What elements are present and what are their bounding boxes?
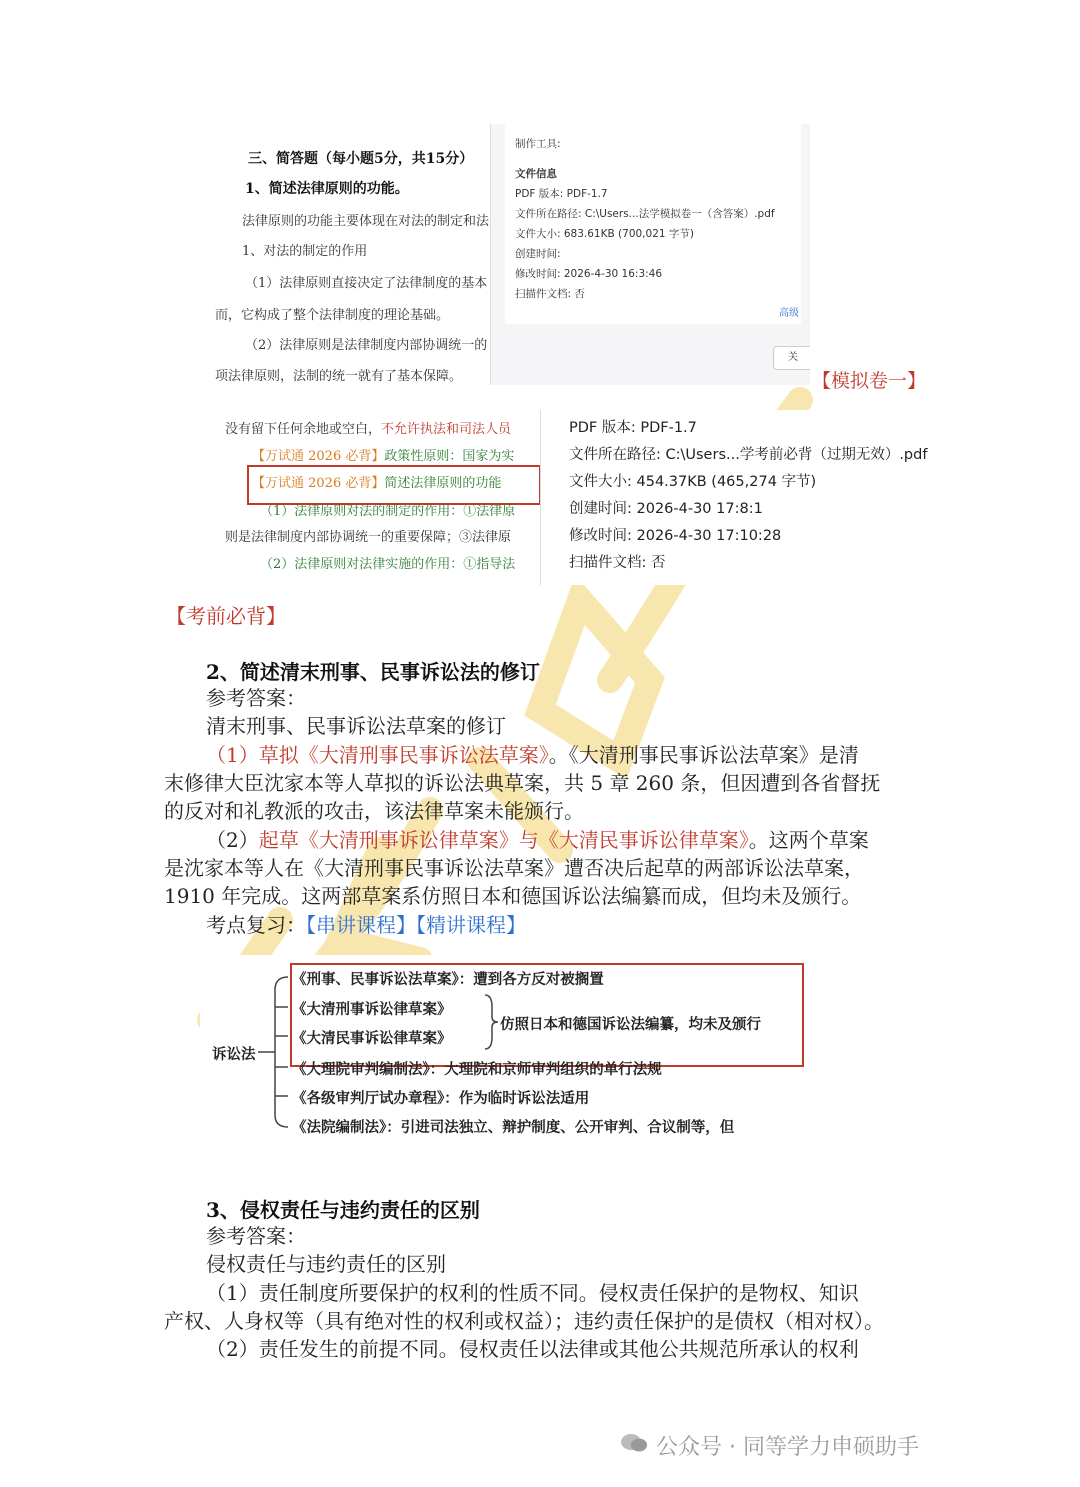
mindmap-node: 《刑事、民事诉讼法草案》：遭到各方反对被搁置 (292, 971, 604, 988)
created-time: 创建时间: 2026-4-30 17:8:1 (569, 501, 763, 517)
q3-ref-label: 参考答案： (206, 1224, 306, 1248)
screenshot-must-memorize (220, 410, 930, 585)
tag-mock-exam: 【模拟卷一】 (812, 370, 927, 392)
q3-paragraph-1-line2: 产权、人身权等（具有绝对性的权利或权益）；违约责任保护的是债权（相对权）。 (164, 1309, 884, 1333)
question-title: 1、简述法律原则的功能。 (245, 181, 409, 197)
mindmap-node: 《法院编制法》：引进司法独立、辩护制度、公开审判、合议制等，但 (292, 1119, 735, 1136)
wechat-icon (620, 1432, 648, 1454)
q3-subtitle: 侵权责任与违约责任的区别 (206, 1252, 446, 1276)
pdf-version: PDF 版本: PDF-1.7 (515, 188, 608, 200)
q3-title: 3、侵权责任与违约责任的区别 (206, 1198, 480, 1222)
mindmap-node: 《各级审判厅试办章程》：作为临时诉讼法适用 (292, 1090, 590, 1107)
pdf-properties-panel (540, 410, 930, 585)
tag-must-memorize: 【考前必背】 (166, 604, 286, 628)
file-path: 文件所在路径: C:\Users...学考前必背（过期无效）.pdf (569, 447, 928, 463)
scanned-doc: 扫描件文档: 否 (515, 288, 585, 300)
q2-paragraph-2-line3: 1910 年完成。这两部草案系仿照日本和德国诉讼法编纂而成，但均未及颁行。 (164, 884, 862, 908)
text-line: 项法律原则，法制的统一就有了基本保障。 (215, 369, 463, 384)
advanced-link[interactable]: 高级 (779, 308, 799, 319)
q3-paragraph-2: （2）责任发生的前提不同。侵权责任以法律或其他公共规范所承认的权利 (206, 1337, 859, 1361)
modified-time: 修改时间: 2026-4-30 17:10:28 (569, 528, 782, 544)
text-line: 【万试通 2026 必背】政策性原则：国家为实 (252, 449, 515, 464)
text-line: 法律原则的功能主要体现在对法的制定和法 (242, 214, 490, 229)
modified-time: 修改时间: 2026-4-30 16:3:46 (515, 268, 663, 280)
q2-paragraph-1-line2: 末修律大臣沈家本等人草拟的诉讼法典草案，共 5 章 260 条，但因遭到各省督抚 (164, 771, 881, 795)
highlight-box (247, 465, 541, 505)
close-button[interactable]: 关 (773, 346, 810, 370)
q2-review: 考点复习：【串讲课程】【精讲课程】 (206, 913, 526, 937)
q2-ref-label: 参考答案： (206, 686, 306, 710)
q3-paragraph-1: （1）责任制度所要保护的权利的性质不同。侵权责任保护的是物权、知识 (206, 1281, 859, 1305)
footer-watermark (620, 1428, 1060, 1462)
created-time: 创建时间: (515, 248, 561, 260)
text-line: 没有留下任何余地或空白，不允许执法和司法人员 (225, 422, 512, 437)
text-line: （2）法律原则是法律制度内部协调统一的 (245, 338, 488, 353)
scanned-doc: 扫描件文档: 否 (569, 555, 666, 571)
tool-label: 制作工具: (515, 138, 561, 150)
file-path: 文件所在路径: C:\Users...法学模拟卷一（含答案）.pdf (515, 208, 775, 220)
mindmap-node: 《大理院审判编制法》：大理院和京师审判组织的单行法规 (292, 1061, 662, 1078)
mindmap-brace-note: 仿照日本和德国诉讼法编纂，均未及颁行 (500, 1016, 761, 1033)
text-line: （2）法律原则对法律实施的作用：①指导法 (260, 557, 516, 572)
mindmap-node: 《大清民事诉讼律草案》 (292, 1030, 452, 1047)
screenshot-mock-exam (200, 120, 810, 385)
file-size: 文件大小: 454.37KB (465,274 字节) (569, 474, 817, 490)
footer-watermark-text: 公众号 · 同等学力申硕助手 (656, 1435, 919, 1460)
q2-paragraph-2-line2: 是沈家本等人在《大清刑事民事诉讼法草案》遭否决后起草的两部诉讼法草案， (164, 856, 864, 880)
q2-subtitle: 清末刑事、民事诉讼法草案的修订 (206, 714, 506, 738)
text-line: （1）法律原则直接决定了法律制度的基本 (245, 276, 488, 291)
q2-title: 2、简述清末刑事、民事诉讼法的修订 (206, 660, 540, 684)
pdf-version: PDF 版本: PDF-1.7 (569, 420, 697, 436)
mindmap-node: 《大清刑事诉讼律草案》 (292, 1001, 452, 1018)
q2-paragraph-2: （2）起草《大清刑事诉讼律草案》与《大清民事诉讼律草案》。这两个草案 (206, 828, 869, 852)
mindmap-root: 诉讼法 (212, 1046, 256, 1063)
text-line: 1、对法的制定的作用 (242, 244, 368, 259)
file-size: 文件大小: 683.61KB (700,021 字节) (515, 228, 694, 240)
text-line: 则是法律制度内部协调统一的重要保障；③法律原 (225, 530, 512, 545)
litigation-law-mindmap (200, 955, 812, 1150)
text-line: 【万试通 2026 必背】简述法律原则的功能 (252, 476, 502, 491)
pdf-properties-panel (490, 124, 810, 385)
q2-paragraph-1-line3: 的反对和礼教派的攻击，该法律草案未能颁行。 (164, 799, 584, 823)
section-title: 三、简答题（每小题5分，共15分） (248, 151, 474, 167)
q2-paragraph-1: （1）草拟《大清刑事民事诉讼法草案》。《大清刑事民事诉讼法草案》是清 (206, 743, 859, 767)
text-line: （1）法律原则对法的制定的作用：①法律原 (260, 504, 516, 519)
text-line: 而，它构成了整个法律制度的理论基础。 (215, 308, 450, 323)
info-header: 文件信息 (515, 168, 557, 180)
